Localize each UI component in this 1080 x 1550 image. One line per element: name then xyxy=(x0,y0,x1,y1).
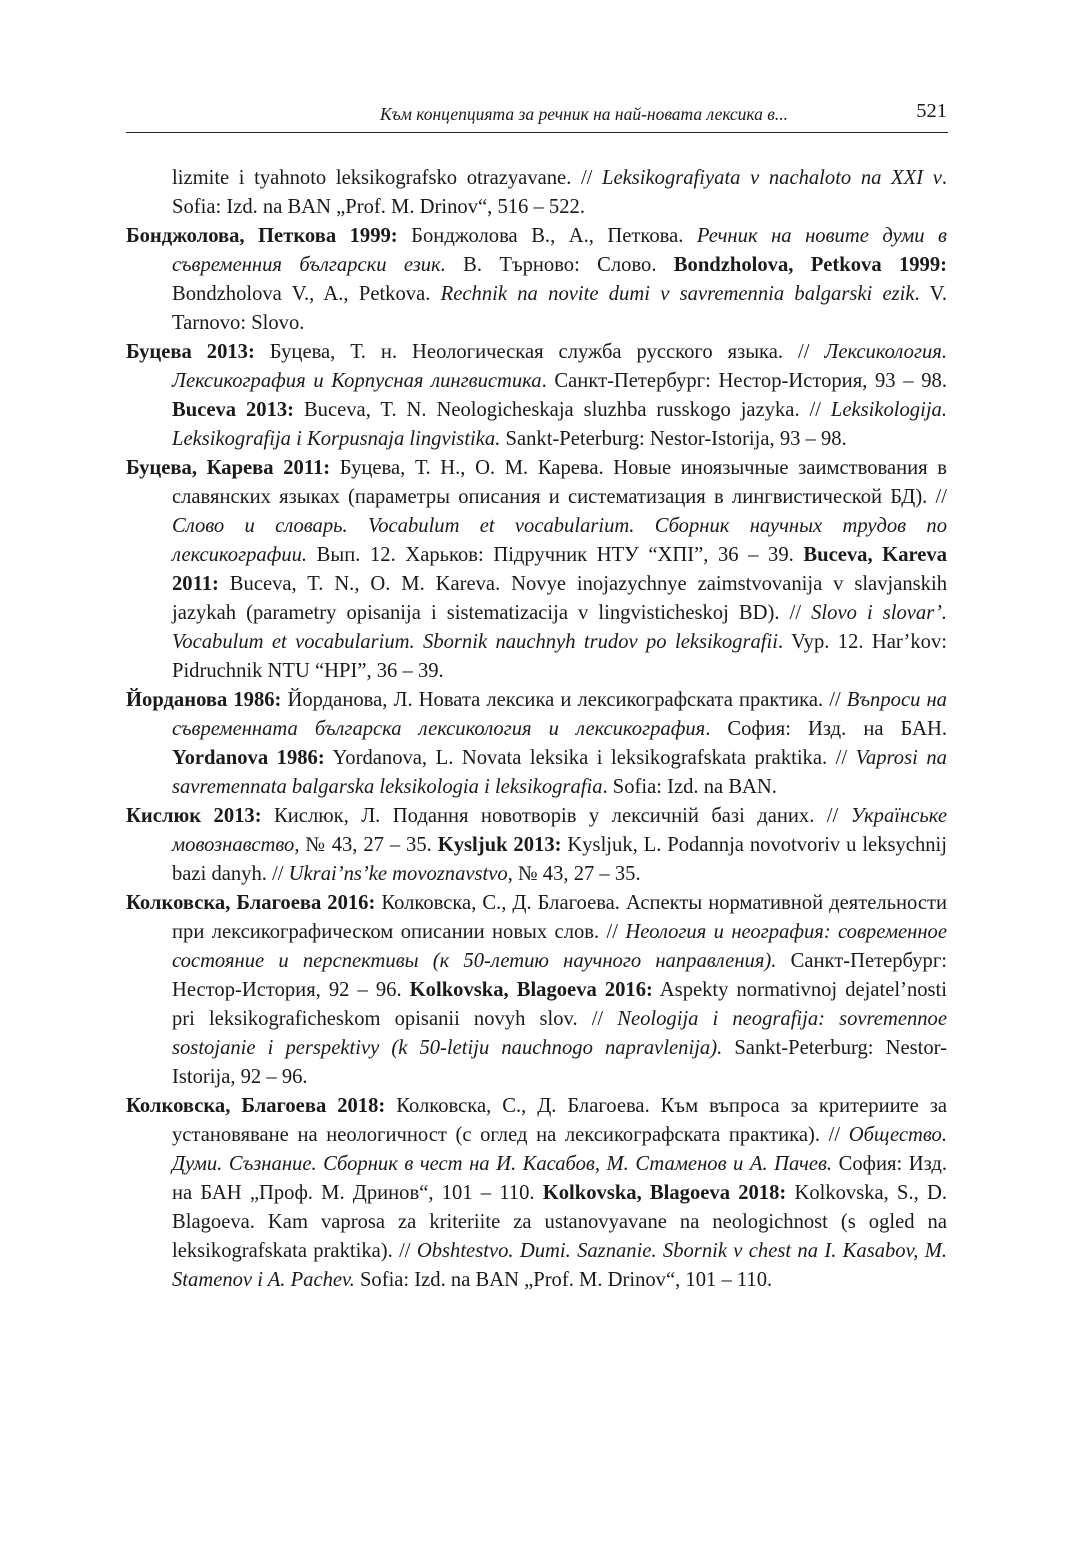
reference-entry xyxy=(126,222,947,338)
reference-text: . София: Изд. на БАН. xyxy=(705,718,947,740)
reference-title: Obshtestvo. Dumi. Saznanie. Sbornik v chest na I. Kasabov, M. Stamenov i A. Pachev. xyxy=(172,1240,947,1291)
reference-entry xyxy=(126,1092,947,1295)
reference-text: Йорданова, Л. Новата лексика и лексикографската практика. // xyxy=(281,689,847,711)
reference-text: Буцева, Т. Н., О. М. Карева. Новые иноязычные заимствования в славянских языках (параметры описания и систематизация в лингвистической БД). // xyxy=(172,457,947,508)
reference-text: Kysljuk, L. Podannja novotvoriv u leksychnij bazi danyh. // xyxy=(172,834,947,885)
reference-text: Колковска, С., Д. Благоева. Към въпроса за критериите за установяване на неологичност (с оглед на лексикографската практика). // xyxy=(172,1095,948,1146)
reference-text: В. Търново: Слово. xyxy=(445,254,674,276)
reference-title: Неология и неография: современное состояние и перспективы (к 50-летию научного направления). xyxy=(172,921,947,972)
reference-title: Leksikologija. Leksikografija i Korpusnaja lingvistika. xyxy=(172,399,947,450)
reference-text: Буцева, Т. н. Неологическая служба русского языка. // xyxy=(254,341,825,363)
reference-text: Вып. 12. Харьков: Підручник НТУ “ХПІ”, 36 – 39. xyxy=(307,544,804,566)
reference-text: . Санкт-Петербург: Нестор-История, 93 – 98. xyxy=(541,370,947,392)
page-number: 521 xyxy=(916,100,947,122)
reference-text: Бонджолова В., А., Петкова. xyxy=(397,225,697,247)
reference-key: Buceva 2013: xyxy=(172,399,295,421)
reference-text: Buceva, T. N. Neologicheskaja sluzhba russkogo jazyka. // xyxy=(294,399,831,421)
reference-title: Въпроси на съвременната българска лексикология и лексикография xyxy=(172,689,947,740)
reference-entry xyxy=(126,338,947,454)
reference-text: lizmite i tyahnoto leksikografsko otrazyavane. // xyxy=(172,167,603,189)
reference-text: . Sofia: Izd. na BAN „Prof. M. Drinov“, 516 – 522. xyxy=(172,167,947,218)
reference-key: Kolkovska, Blagoeva 2016: xyxy=(409,979,653,1001)
reference-text: . Sofia: Izd. na BAN. xyxy=(602,776,777,798)
reference-text: , № 43, 27 – 35. xyxy=(294,834,438,856)
reference-entry xyxy=(126,889,947,1092)
reference-text: . Vyp. 12. Har’kov: Pidruchnik NTU “HPI”, 36 – 39. xyxy=(172,631,947,682)
reference-key: Yordanova 1986: xyxy=(172,747,325,769)
reference-entry xyxy=(126,802,947,889)
reference-text: Bondzholova V., A., Petkova. xyxy=(172,283,441,305)
reference-title: Slovo i slovar’. Vocabulum et vocabularium. Sbornik nauchnyh trudov po leksikografii xyxy=(172,602,948,653)
reference-title: Leksikografiyata v nachaloto na XXI v xyxy=(602,167,942,189)
reference-title: Лексикология. Лексикография и Корпусная лингвистика xyxy=(172,341,947,392)
reference-text: София: Изд. на БАН „Проф. М. Дринов“, 101 – 110. xyxy=(172,1153,947,1204)
reference-key: Kysljuk 2013: xyxy=(437,834,562,856)
reference-key: Буцева, Карева 2011: xyxy=(126,457,331,479)
reference-entry-continued xyxy=(126,164,947,222)
reference-title: Neologija i neografija: sovremennoe sostojanie i perspektivy (k 50-letiju nauchnogo napravlenija). xyxy=(172,1008,947,1059)
reference-title: Vaprosi na savremennata balgarska leksikologia i leksikografia xyxy=(172,747,947,798)
reference-text: Санкт-Петербург: Нестор-История, 92 – 96. xyxy=(172,950,947,1001)
reference-title: Українське мовознавство xyxy=(172,805,947,856)
reference-text: Sankt-Peterburg: Nestor-Istorija, 92 – 96. xyxy=(172,1037,947,1088)
running-header xyxy=(126,98,948,133)
reference-key: Колковска, Благоева 2016: xyxy=(126,892,376,914)
reference-title: Общество. Думи. Съзнание. Сборник в чест на И. Касабов, М. Стаменов и А. Пачев. xyxy=(172,1124,947,1175)
reference-text: Kolkovska, S., D. Blagoeva. Kam vaprosa za kriteriite za ustanovyavane na neologichnost (s ogled na leksikografskata praktika). // xyxy=(172,1182,947,1262)
reference-text: , № 43, 27 – 35. xyxy=(507,863,641,885)
reference-title: Слово и словарь. Vocabulum et vocabularium. Сборник научных трудов по лексикографии. xyxy=(172,515,947,566)
reference-text: Yordanova, L. Novata leksika i leksikografskata praktika. // xyxy=(324,747,856,769)
reference-key: Колковска, Благоева 2018: xyxy=(126,1095,386,1117)
reference-entry xyxy=(126,454,947,686)
reference-title: Rechnik na novite dumi v savremennia balgarski ezik xyxy=(440,283,915,305)
reference-key: Buceva, Kareva 2011: xyxy=(172,544,947,595)
reference-entry xyxy=(126,686,947,802)
reference-text: Кислюк, Л. Подання новотворів у лексичній базі даних. // xyxy=(261,805,851,827)
reference-text: Колковска, С., Д. Благоева. Аспекты нормативной деятельности при лексикографическом описании новых слов. // xyxy=(172,892,947,943)
reference-key: Буцева 2013: xyxy=(126,341,255,363)
reference-text: Sofia: Izd. na BAN „Prof. M. Drinov“, 101 – 110. xyxy=(354,1269,773,1291)
reference-text: Buceva, T. N., O. M. Kareva. Novye inojazychnye zaimstvovanija v slavjanskih jazykah (parametry opisanija i sistematizacija v lingvisticheskoj BD). // xyxy=(172,573,947,624)
reference-text: Aspekty normativnoj dejatel’nosti pri leksikograficheskom opisanii novyh slov. // xyxy=(172,979,947,1030)
reference-key: Бонджолова, Петкова 1999: xyxy=(126,225,398,247)
reference-list xyxy=(126,164,947,1295)
reference-key: Йорданова 1986: xyxy=(126,689,282,711)
reference-title: Ukrai’ns’ke movoznavstvo xyxy=(288,863,508,885)
reference-text: . V. Tarnovo: Slovo. xyxy=(172,283,947,334)
running-title: Към концепцията за речник на най-новата лексика в... xyxy=(379,104,788,124)
reference-key: Bondzholova, Petkova 1999: xyxy=(673,254,947,276)
reference-key: Kolkovska, Blagoeva 2018: xyxy=(542,1182,787,1204)
reference-key: Кислюк 2013: xyxy=(126,805,262,827)
reference-text: Sankt-Peterburg: Nestor-Istorija, 93 – 98. xyxy=(500,428,847,450)
reference-title: Речник на новите думи в съвременния български език. xyxy=(172,225,948,276)
